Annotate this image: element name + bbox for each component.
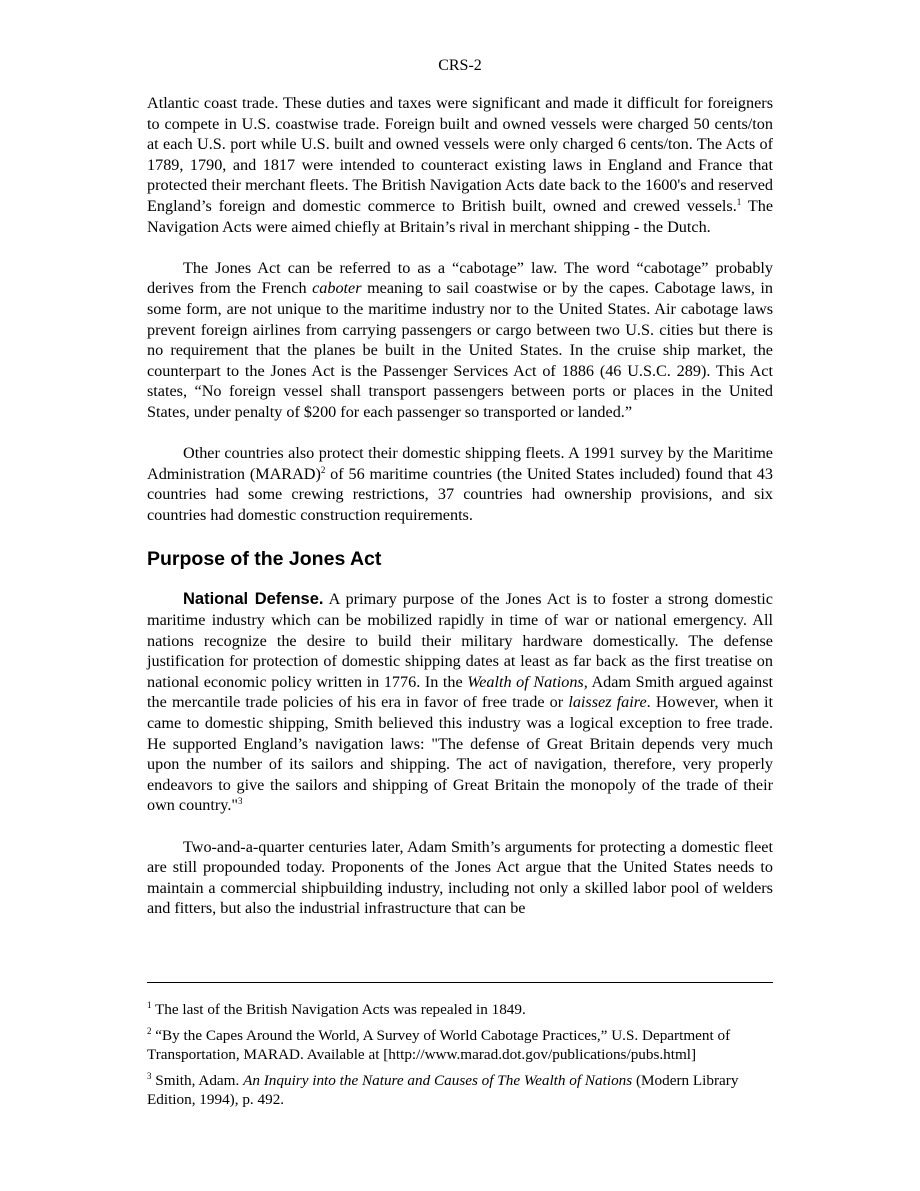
paragraph-cabotage: The Jones Act can be referred to as a “cabotage” law. The word “cabotage” probably derives from the French caboter meaning to sail coastwise or by the capes. Cabotage laws, in some form, are not unique to the maritime industry nor to the United States. Air cabotage laws prevent foreign airlines from carrying passengers or cargo between two U.S. cities but there is no requirement that the planes be built in the United States. In the cruise ship market, the counterpart to the Jones Act is the Passenger Services Act of 1886 (46 U.S.C. 289). This Act states, “No foreign vessel shall transport passengers between ports or places in the United States, under penalty of $200 for each passenger so transported or landed.” xyxy=(147,258,774,421)
footnote-divider xyxy=(147,982,773,983)
footnote-1: $^1$ The last of the British Navigation Acts was repealed in 1849. xyxy=(147,1000,526,1018)
paragraph-atlantic-trade: Atlantic coast trade. These duties and taxes were significant and made it difficult for foreigners to compete in U.S. coastwise trade. Foreign built and owned vessels were charged 50 cents/ton at each U.S. port while U.S. built and owned vessels were only charged 6 cents/ton. The Acts of 1789, 1790, and 1817 were intended to counteract existing laws in England and France that protected their merchant fleets. The British Navigation Acts date back to the 1600's and reserved England’s foreign and domestic commerce to British built, owned and crewed vessels.$^1$ The Navigation Acts were aimed chiefly at Britain’s rival in merchant shipping - the Dutch. xyxy=(147,94,774,236)
footnote-ref-2[interactable]: 2 xyxy=(320,464,326,475)
footnotes xyxy=(147,1000,773,1116)
paragraph-other-countries: Other countries also protect their domestic shipping fleets. A 1991 survey by the Maritime Administration (MARAD)$^2$ of 56 maritime countries (the United States included) found that 43 countries had some crewing restrictions, 37 countries had ownership provisions, and six countries had domestic construction requirements. xyxy=(147,444,773,524)
footnote-2: $^2$ “By the Capes Around the World, A Survey of World Cabotage Practices,” U.S. Department of Transportation, MARAD. Available at [http://www.marad.dot.gov/publications/pubs.html] xyxy=(147,1026,731,1063)
run-in-heading: National Defense. xyxy=(183,590,324,609)
page-header: CRS-2 xyxy=(438,57,482,74)
body-text xyxy=(147,93,773,919)
section-heading: Purpose of the Jones Act xyxy=(147,548,382,571)
footnote-ref-1[interactable]: 1 xyxy=(736,196,742,207)
footnote-3: $^3$ Smith, Adam. An Inquiry into the Nature and Causes of The Wealth of Nations (Modern Library Edition, 1994), p. 492. xyxy=(147,1071,739,1108)
paragraph-adam-smith-arguments: Two-and-a-quarter centuries later, Adam Smith’s arguments for protecting a domestic fleet are still propounded today. Proponents of the Jones Act argue that the United States needs to maintain a commercial shipbuilding industry, including not only a skilled labor pool of welders and fitters, but also the industrial infrastructure that can be xyxy=(147,837,773,918)
footnote-ref-3[interactable]: 3 xyxy=(237,796,243,807)
paragraph-national-defense: National Defense. A primary purpose of the Jones Act is to foster a strong domestic maritime industry which can be mobilized rapidly in time of war or national emergency. All nations recognize the desire to build their military hardware domestically. The defense justification for protection of domestic shipping dates at least as far back as the first treatise on national economic policy written in 1776. In the Wealth of Nations, Adam Smith argued against the mercantile trade policies of his era in favor of free trade or laissez faire. However, when it came to domestic shipping, Smith believed this industry was a logical exception to free trade. He supported England’s navigation laws: "The defense of Great Britain depends very much upon the number of its sailors and shipping. The act of navigation, therefore, very properly endeavors to give the sailors and shipping of Great Britain the monopoly of the trade of their own country."$^3$ xyxy=(147,590,774,815)
